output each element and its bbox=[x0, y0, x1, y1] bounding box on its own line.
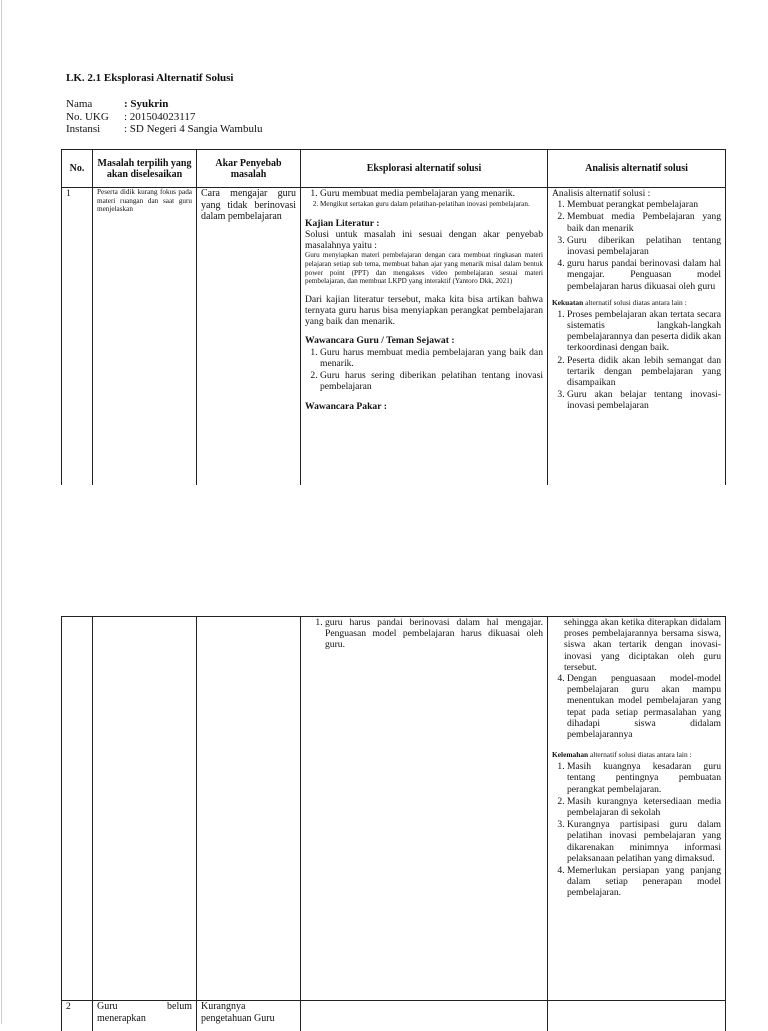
kajian-text: Guru menyiapkan materi pembelajaran dengan cara membuat ringkasan materi pelajaran setiap sub tema, membuat bahan ajar yang menarik misal dalam bentuk power point (PPT) dan mengakses video pembelajaran sesuai materi pembelajaran, dan membuat LKPD yang interaktif (Yantoro Dkk, 2021) bbox=[305, 251, 543, 285]
table-row bbox=[62, 617, 726, 1001]
eksplorasi-cell bbox=[301, 1001, 548, 1031]
page-edge-rule bbox=[1, 0, 2, 1024]
list-item: 1. Proses pembelajaran akan tertata secara sistematis langkah-langkah pembelajarannya dan peserta didik akan terkoordinasi dengan baik. bbox=[567, 309, 721, 354]
kelemahan-label: Kelemahan bbox=[552, 750, 588, 759]
list-item: 1. Guru membuat media pembelajaran yang menarik. bbox=[320, 188, 543, 199]
field-label: No. UKG bbox=[66, 111, 124, 124]
analisis-cell bbox=[548, 188, 726, 486]
eksplorasi-cell bbox=[301, 617, 548, 1001]
masalah-cell: Peserta didik kurang fokus pada materi ruangan dan saat guru menjelaskan bbox=[93, 188, 197, 486]
list-item: 3. Kurangnya partisipasi guru dalam pelatihan inovasi pembelajaran yang dikarenakan minimnya informasi pelaksanaan pelatihan yang dimaksud. bbox=[567, 819, 721, 864]
row-number: 1 bbox=[62, 188, 93, 486]
list-item: 4. guru harus pandai berinovasi dalam hal mengajar. Penguasan model pembelajaran harus dikuasai oleh guru bbox=[567, 258, 721, 292]
kajian-intro: Solusi untuk masalah ini sesuai dengan akar penyebab masalahnya yaitu : bbox=[305, 229, 543, 251]
list-item: 2. Guru harus sering diberikan pelatihan tentang inovasi pembelajaran bbox=[320, 370, 543, 392]
kekuatan-list bbox=[552, 309, 721, 412]
field-label: Instansi bbox=[66, 123, 124, 136]
masalah-cell: Guru belum menerapkan bbox=[93, 1001, 197, 1031]
masalah-cell bbox=[93, 617, 197, 1001]
kajian-heading: Kajian Literatur : bbox=[305, 218, 543, 229]
field-value: : 201504023117 bbox=[124, 111, 195, 124]
field-label: Nama bbox=[66, 98, 124, 111]
eksplorasi-cell bbox=[301, 188, 548, 486]
table-row bbox=[62, 188, 726, 486]
list-item: 2. Mengikut sertakan guru dalam pelatihan-pelatihan inovasi pembelajaran. bbox=[320, 200, 543, 209]
list-item: 3. Guru diberikan pelatihan tentang inovasi pembelajaran bbox=[567, 235, 721, 257]
analisis-continuation: sehingga akan ketika diterapkan didalam proses pembelajarannya bersama siswa, siswa akan tertarik dengan inovasi-inovasi yang diciptakan oleh guru tersebut. bbox=[552, 617, 721, 673]
list-item: 3. Guru akan belajar tentang inovasi-inovasi pembelajaran bbox=[567, 389, 721, 411]
akar-cell: Cara mengajar guru yang tidak berinovasi dalam pembelajaran bbox=[197, 188, 301, 486]
list-item: 1. Guru harus membuat media pembelajaran yang baik dan menarik. bbox=[320, 347, 543, 369]
header-akar: Akar Penyebab masalah bbox=[197, 150, 301, 188]
eksplorasi-list bbox=[305, 188, 543, 209]
table-header-row bbox=[62, 150, 726, 188]
kekuatan-label: Kekuatan bbox=[552, 298, 583, 307]
wawancara-list bbox=[305, 347, 543, 393]
analisis-list bbox=[552, 199, 721, 292]
field-no-ukg bbox=[66, 111, 263, 124]
kelemahan-list bbox=[552, 761, 721, 898]
row-number: 2 bbox=[62, 1001, 93, 1031]
analisis-cell bbox=[548, 1001, 726, 1031]
list-item: 4. Memerlukan persiapan yang panjang dalam setiap penerapan model pembelajaran. bbox=[567, 865, 721, 899]
header-analisis: Analisis alternatif solusi bbox=[548, 150, 726, 188]
identity-block bbox=[66, 98, 263, 136]
list-item: 2. Masih kurangnya ketersediaan media pembelajaran di sekolah bbox=[567, 796, 721, 818]
akar-cell bbox=[197, 617, 301, 1001]
field-value: : Syukrin bbox=[124, 98, 168, 111]
list-item: 1. guru harus pandai berinovasi dalam hal mengajar. Penguasan model pembelajaran harus dikuasai oleh guru. bbox=[325, 617, 543, 651]
kelemahan-rest: alternatif solusi diatas antara lain : bbox=[588, 750, 691, 759]
pakar-heading: Wawancara Pakar : bbox=[305, 401, 543, 412]
wawancara-heading: Wawancara Guru / Teman Sejawat : bbox=[305, 335, 543, 346]
field-instansi bbox=[66, 123, 263, 136]
header-no: No. bbox=[62, 150, 93, 188]
field-nama bbox=[66, 98, 263, 111]
kekuatan-rest: alternatif solusi diatas antara lain : bbox=[583, 298, 686, 307]
list-item: 1. Masih kuangnya kesadaran guru tentang pentingnya pembuatan perangkat pembelajaran. bbox=[567, 761, 721, 795]
kelemahan-heading bbox=[552, 750, 721, 759]
analisis-cell bbox=[548, 617, 726, 1001]
table-row bbox=[62, 1001, 726, 1031]
document-title: LK. 2.1 Eksplorasi Alternatif Solusi bbox=[66, 72, 233, 84]
analisis-intro: Analisis alternatif solusi : bbox=[552, 188, 721, 199]
solution-table-page1 bbox=[61, 149, 726, 485]
list-item: 2. Membuat media Pembelajaran yang baik dan menarik bbox=[567, 211, 721, 233]
kekuatan-heading bbox=[552, 298, 721, 307]
list-item: 1. Membuat perangkat pembelajaran bbox=[567, 199, 721, 210]
analisis-list bbox=[552, 673, 721, 740]
akar-cell: Kurangnya pengetahuan Guru bbox=[197, 1001, 301, 1031]
header-masalah: Masalah terpilih yang akan diselesaikan bbox=[93, 150, 197, 188]
solution-table-page2 bbox=[61, 616, 726, 1031]
row-number bbox=[62, 617, 93, 1001]
header-eksplorasi: Eksplorasi alternatif solusi bbox=[301, 150, 548, 188]
field-value: : SD Negeri 4 Sangia Wambulu bbox=[124, 123, 263, 136]
eksplorasi-list bbox=[305, 617, 543, 651]
kajian-conclusion: Dari kajian literatur tersebut, maka kita bisa artikan bahwa ternyata guru harus bisa menyiapkan perangkat pembelajaran yang baik dan menarik. bbox=[305, 294, 543, 328]
list-item: 2. Peserta didik akan lebih semangat dan tertarik dengan pembelajaran yang disampaikan bbox=[567, 355, 721, 389]
list-item: 4. Dengan penguasaan model-model pembelajaran guru akan mampu menentukan model pembelajaran yang tepat pada setiap permasalahan yang dihadapi siswa didalam pembelajarannya bbox=[567, 673, 721, 740]
